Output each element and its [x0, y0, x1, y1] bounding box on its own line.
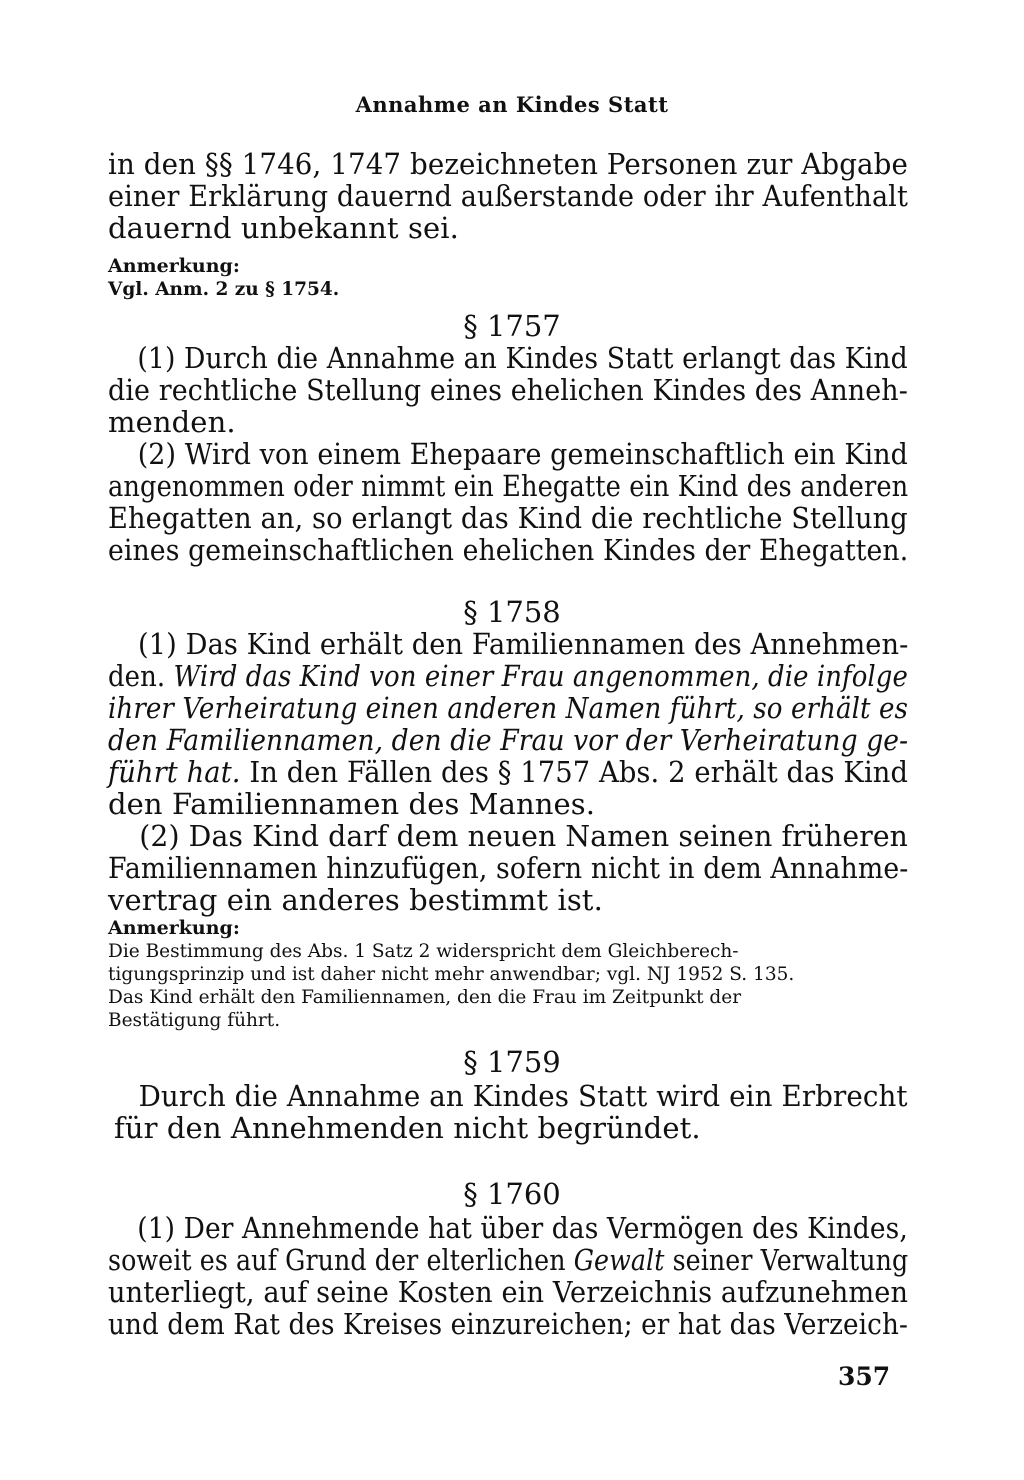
- text-line: die rechtliche Stellung eines ehelichen Kindes des Anneh-: [108, 373, 908, 407]
- text-line: Durch die Annahme an Kindes Statt wird ein Erbrecht: [138, 1079, 908, 1113]
- section-1759-text: [108, 1080, 908, 1144]
- section-heading-1760: § 1760: [463, 1177, 561, 1211]
- text-line: (1) Der Annehmende hat über das Vermögen des Kindes,: [137, 1211, 908, 1245]
- text-line: (1) Durch die Annahme an Kindes Statt erlangt das Kind: [137, 341, 908, 375]
- note-line: Vgl. Anm. 2 zu § 1754.: [108, 279, 340, 300]
- text-line: vertrag ein anderes bestimmt ist.: [108, 883, 603, 917]
- text-line: in den §§ 1746, 1747 bezeichneten Personen zur Abgabe: [108, 147, 908, 181]
- section-heading-1757: § 1757: [463, 309, 561, 343]
- text-segment: soweit es auf Grund der elterlichen: [108, 1243, 574, 1277]
- italic-text-segment: führt hat.: [108, 755, 241, 789]
- text-line: [108, 1243, 909, 1277]
- section-heading-1759: § 1759: [463, 1045, 561, 1079]
- section-heading-1758: § 1758: [463, 595, 561, 629]
- text-line: angenommen oder nimmt ein Ehegatte ein Kind des anderen: [108, 469, 909, 503]
- section-1758-note: [108, 916, 908, 1032]
- section-1760-text: [108, 1212, 908, 1340]
- text-line: und dem Rat des Kreises einzureichen; er hat das Verzeich-: [108, 1307, 908, 1341]
- text-line: eines gemeinschaftlichen ehelichen Kindes der Ehegatten.: [108, 533, 909, 567]
- text-line: den Familiennamen des Mannes.: [108, 787, 596, 821]
- page-number: 357: [838, 1362, 891, 1391]
- text-line: Familiennamen hinzufügen, sofern nicht in dem Annahme-: [108, 851, 909, 885]
- note-line: Bestätigung führt.: [108, 1010, 281, 1031]
- text-line: menden.: [108, 405, 236, 439]
- text-line: Ehegatten an, so erlangt das Kind die rechtliche Stellung: [108, 501, 908, 535]
- continuation-note: [108, 254, 908, 301]
- italic-text-segment: Wird das Kind von einer Frau angenommen, die infolge: [173, 659, 908, 693]
- italic-text-line: den Familiennamen, den die Frau vor der Verheiratung ge-: [108, 723, 909, 757]
- running-header: Annahme an Kindes Statt: [355, 92, 669, 117]
- note-line: tigungsprinzip und ist daher nicht mehr anwendbar; vgl. NJ 1952 S. 135.: [108, 964, 795, 985]
- text-line: unterliegt, auf seine Kosten ein Verzeichnis aufzunehmen: [108, 1275, 909, 1309]
- italic-text-segment: Gewalt: [573, 1243, 665, 1277]
- text-segment: den.: [108, 659, 174, 693]
- text-line: einer Erklärung dauernd außerstande oder ihr Aufenthalt: [108, 179, 908, 213]
- section-1758-text: [108, 628, 908, 916]
- text-line: [108, 755, 909, 789]
- note-line: Das Kind erhält den Familiennamen, den die Frau im Zeitpunkt der: [108, 987, 742, 1008]
- note-title: Anmerkung:: [108, 255, 240, 277]
- text-line: (1) Das Kind erhält den Familiennamen des Annehmen-: [138, 627, 909, 661]
- text-line: dauernd unbekannt sei.: [108, 211, 459, 245]
- continuation-paragraph: [108, 148, 908, 244]
- note-line: Die Bestimmung des Abs. 1 Satz 2 widerspricht dem Gleichberech-: [108, 941, 739, 962]
- text-segment: In den Fällen des § 1757 Abs. 2 erhält das Kind: [240, 755, 909, 789]
- note-title: Anmerkung:: [108, 917, 240, 939]
- italic-text-line: ihrer Verheiratung einen anderen Namen führt, so erhält es: [108, 691, 909, 725]
- text-line: für den Annehmenden nicht begründet.: [114, 1111, 701, 1145]
- text-line: (2) Das Kind darf dem neuen Namen seinen früheren: [139, 819, 909, 853]
- text-segment: seiner Verwaltung: [664, 1243, 909, 1277]
- text-line: [108, 659, 908, 693]
- section-1757-text: [108, 342, 908, 566]
- text-line: (2) Wird von einem Ehepaare gemeinschaftlich ein Kind: [137, 437, 908, 471]
